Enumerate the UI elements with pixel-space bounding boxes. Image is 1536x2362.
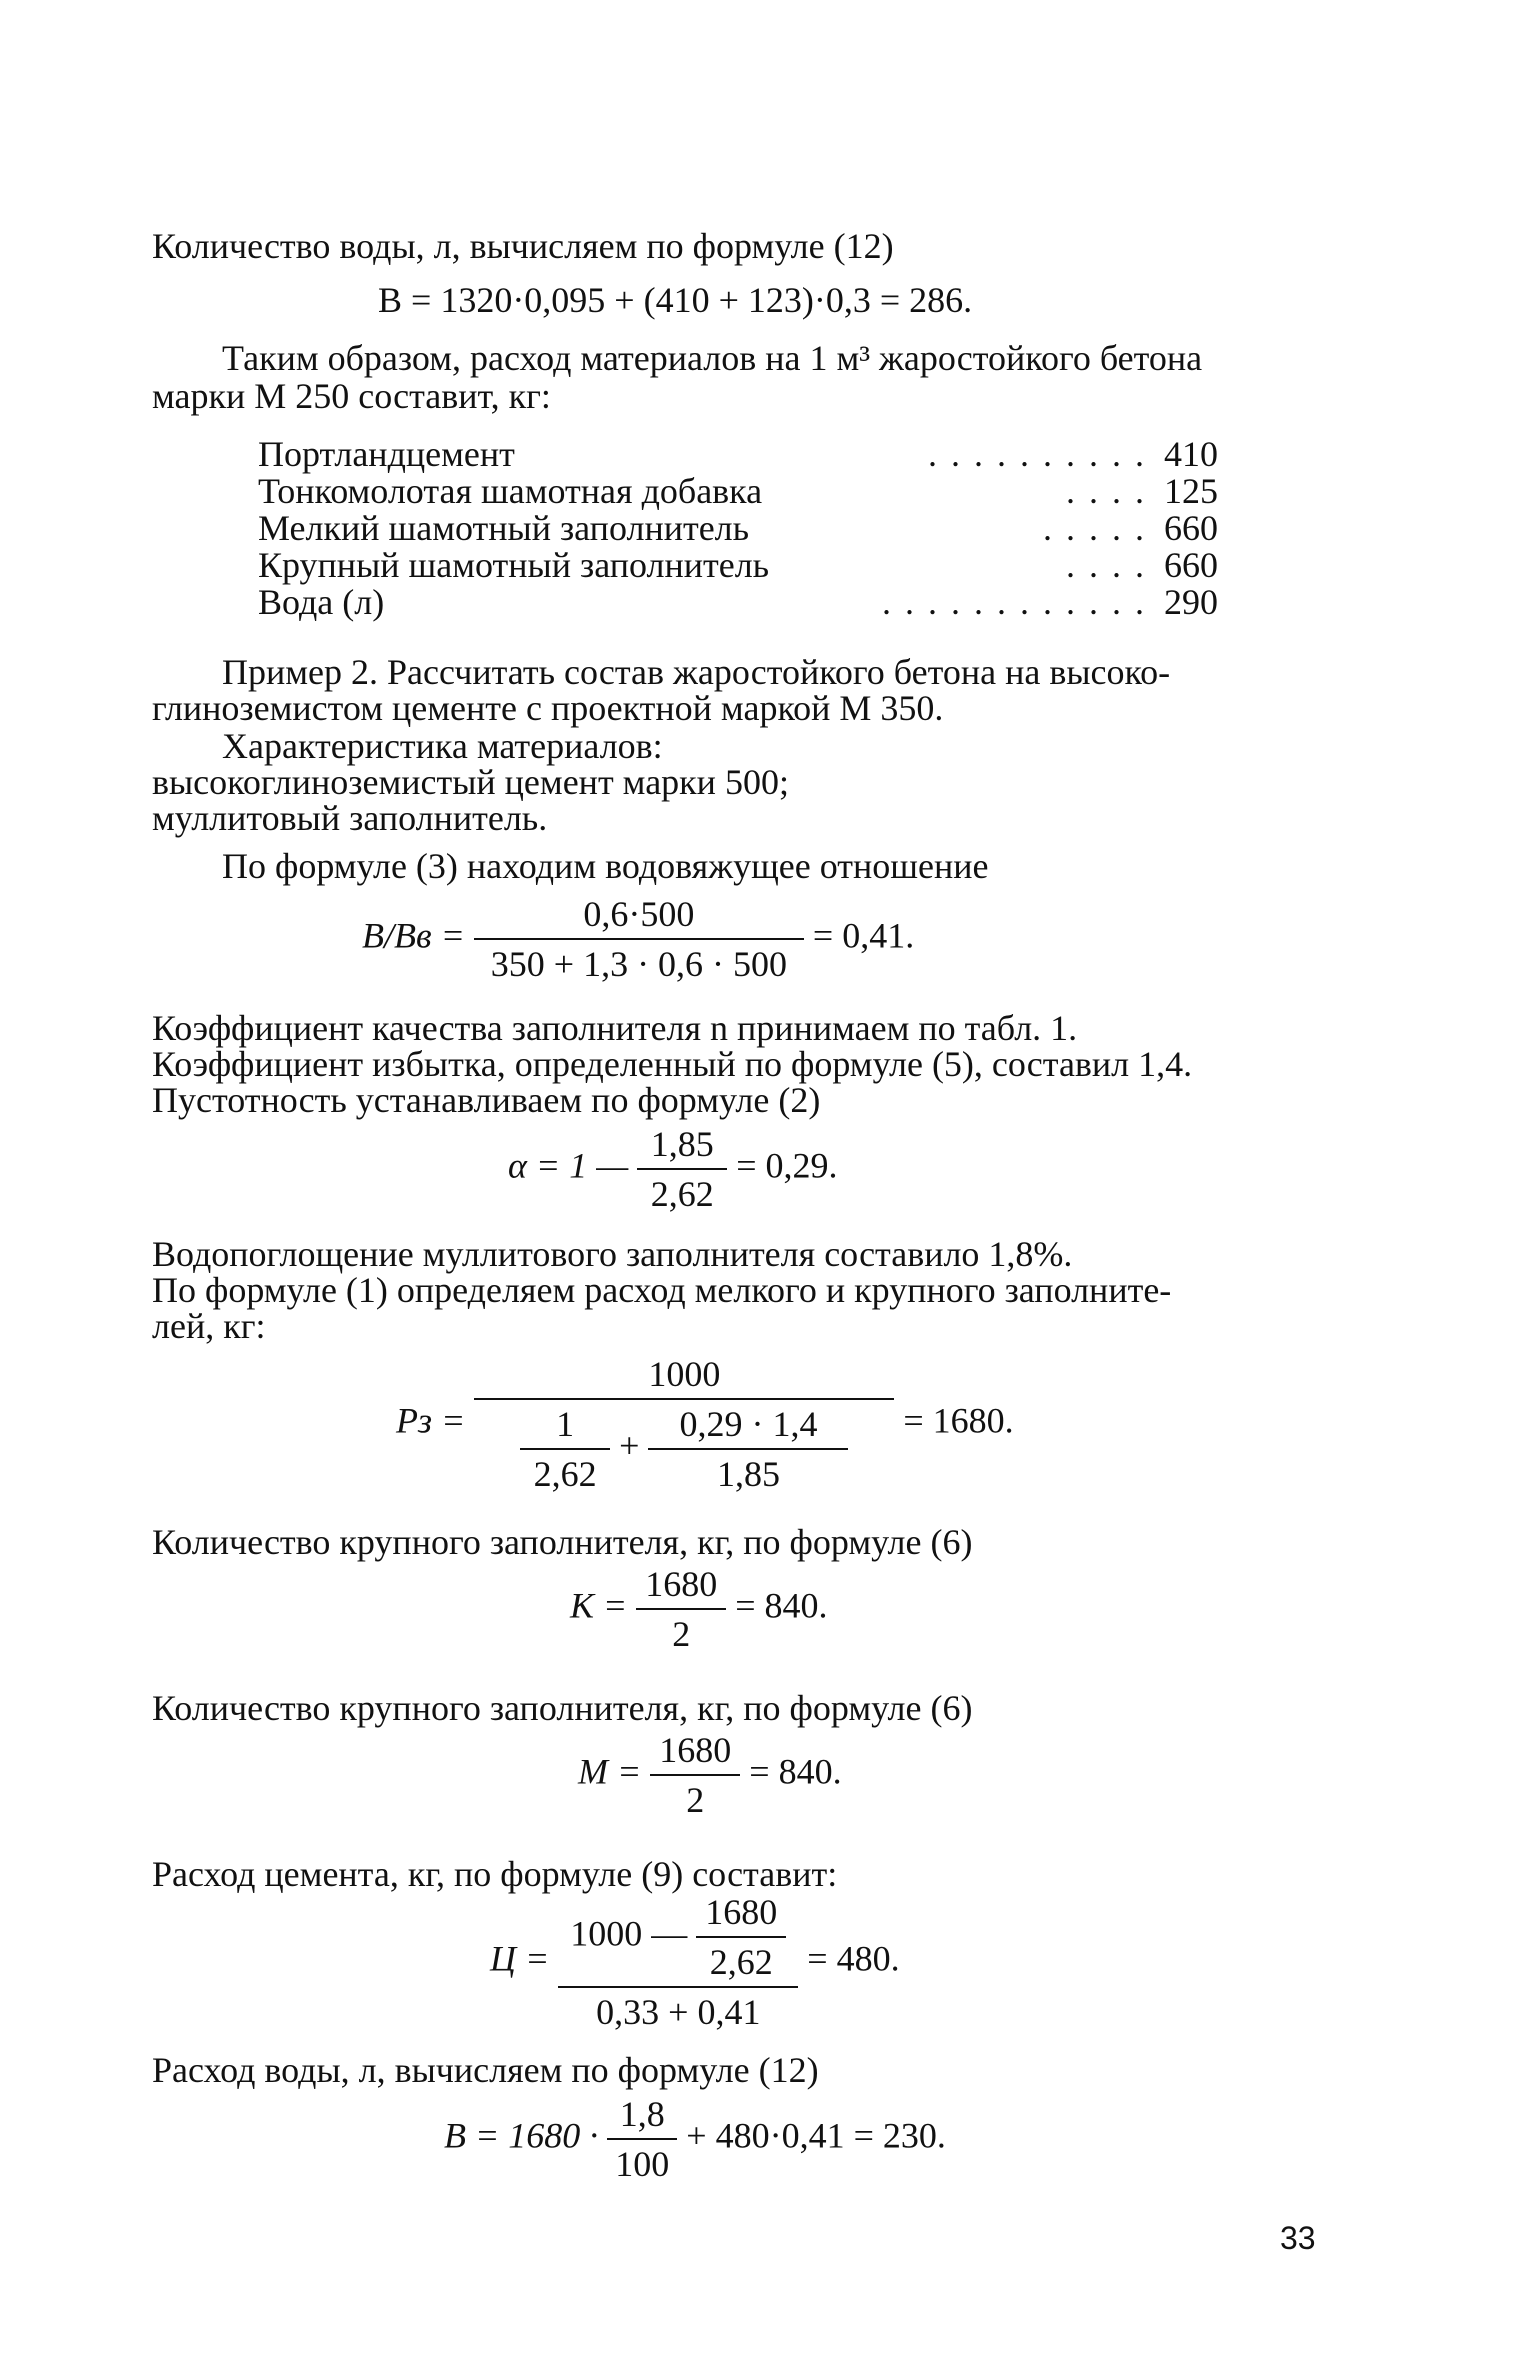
fraction-numerator: 0,6·500 xyxy=(474,896,804,940)
fraction-numerator: 1680 xyxy=(696,1894,786,1938)
paragraph-cement-consumption: Расход цемента, кг, по формуле (9) составит: xyxy=(152,1854,838,1894)
material-value: 125 xyxy=(1164,471,1218,511)
paragraph-voidness: Пустотность устанавливаем по формуле (2) xyxy=(152,1080,821,1120)
paragraph-water-consumption: Расход воды, л, вычисляем по формуле (12) xyxy=(152,2050,819,2090)
paragraph-coarse-aggregate-1: Количество крупного заполнителя, кг, по формуле (6) xyxy=(152,1522,973,1562)
formula-fine-aggregate xyxy=(396,1356,1014,1492)
fraction xyxy=(474,1356,894,1492)
fraction-denominator: 350 + 1,3 · 0,6 · 500 xyxy=(490,944,788,984)
formula-water-1: В = 1320·0,095 + (410 + 123)·0,3 = 286. xyxy=(378,280,973,320)
fraction-numerator: 0,29 · 1,4 xyxy=(648,1406,848,1450)
paragraph-water-formula: Количество воды, л, вычисляем по формуле (12) xyxy=(152,226,894,266)
fraction-denominator: 2,62 xyxy=(709,1942,773,1982)
formula-rhs: + 480·0,41 = 230. xyxy=(686,2115,946,2156)
material-value: 290 xyxy=(1164,582,1218,622)
formula-lhs: α = 1 — xyxy=(508,1145,629,1186)
formula-alpha xyxy=(508,1126,838,1212)
fraction-denominator: 100 xyxy=(615,2144,670,2184)
fraction xyxy=(607,2096,677,2182)
fraction-numerator: 1680 xyxy=(636,1566,726,1610)
leader-dots: .... xyxy=(1066,545,1158,585)
fraction-numerator: 1680 xyxy=(650,1732,740,1776)
fraction xyxy=(636,1566,726,1652)
formula-rhs: = 840. xyxy=(735,1585,828,1626)
formula-lhs: К = xyxy=(570,1585,628,1626)
formula-lhs: М = xyxy=(578,1751,642,1792)
formula-rhs: = 0,29. xyxy=(736,1145,838,1186)
paragraph-excess-coefficient: Коэффициент избытка, определенный по формуле (5), составил 1,4. xyxy=(152,1044,1193,1084)
fraction-numerator: 1000 xyxy=(474,1356,894,1400)
material-label: Мелкий шамотный заполнитель xyxy=(258,508,750,548)
fraction-numerator: 1 xyxy=(520,1406,610,1450)
material-label: Портландцемент xyxy=(258,434,515,474)
paragraph-materials-intro-2: марки М 250 составит, кг: xyxy=(152,376,551,416)
material-label: Крупный шамотный заполнитель xyxy=(258,545,770,585)
paragraph-formula-1-b: лей, кг: xyxy=(152,1306,266,1346)
sub-fraction xyxy=(696,1894,786,1980)
fraction-denominator: 2,62 xyxy=(650,1174,714,1214)
material-value: 410 xyxy=(1164,434,1218,474)
material-label: Вода (л) xyxy=(258,582,385,622)
paragraph-formula-3: По формуле (3) находим водовяжущее отношение xyxy=(222,846,989,886)
formula-water-2 xyxy=(444,2096,946,2182)
formula-lhs: Ц = xyxy=(490,1938,550,1979)
paragraph-cement: высокоглиноземистый цемент марки 500; xyxy=(152,762,789,802)
formula-rhs: = 0,41. xyxy=(812,915,915,956)
fraction-denominator: 2,62 xyxy=(533,1454,597,1494)
fraction xyxy=(558,1894,798,2030)
leader-dots: .......... xyxy=(928,434,1158,474)
sub-fraction xyxy=(520,1406,610,1492)
leader-dots: .... xyxy=(1066,471,1158,511)
paragraph-example-2-1: Пример 2. Рассчитать состав жаростойкого бетона на высоко- xyxy=(222,652,1171,692)
formula-lhs: Рз = xyxy=(396,1400,466,1441)
formula-lhs: В/Вв = xyxy=(362,915,465,956)
paragraph-characteristics: Характеристика материалов: xyxy=(222,726,663,766)
formula-rhs: = 480. xyxy=(807,1938,900,1979)
fraction-denominator: 2 xyxy=(686,1780,705,1820)
plus-sign: + xyxy=(619,1425,640,1466)
paragraph-example-2-2: глиноземистом цементе с проектной маркой М 350. xyxy=(152,688,944,728)
paragraph-aggregate: муллитовый заполнитель. xyxy=(152,798,548,838)
table-row xyxy=(258,547,1218,584)
formula-lhs: В = 1680 · xyxy=(444,2115,599,2156)
fraction-numerator: 1,8 xyxy=(607,2096,677,2140)
fraction-denominator xyxy=(474,1400,894,1492)
numerator-term: 1000 — xyxy=(570,1913,688,1954)
material-value: 660 xyxy=(1164,545,1218,585)
fraction-denominator: 0,33 + 0,41 xyxy=(596,1992,761,2032)
fraction-denominator: 1,85 xyxy=(716,1454,780,1494)
material-value: 660 xyxy=(1164,508,1218,548)
fraction-numerator: 1,85 xyxy=(637,1126,727,1170)
material-label: Тонкомолотая шамотная добавка xyxy=(258,471,763,511)
fraction xyxy=(474,896,804,982)
formula-coarse-m xyxy=(578,1732,842,1818)
leader-dots: ............ xyxy=(882,582,1158,622)
paragraph-materials-intro-1: Таким образом, расход материалов на 1 м³ жаростойкого бетона xyxy=(222,338,1203,378)
leader-dots: ..... xyxy=(1043,508,1158,548)
fraction-denominator: 2 xyxy=(672,1614,691,1654)
fraction-numerator xyxy=(558,1894,798,1988)
table-row xyxy=(258,436,1218,473)
paragraph-coarse-aggregate-2: Количество крупного заполнителя, кг, по формуле (6) xyxy=(152,1688,973,1728)
table-row xyxy=(258,510,1218,547)
formula-water-binder-ratio xyxy=(362,896,914,982)
table-row xyxy=(258,584,1218,621)
paragraph-formula-1-a: По формуле (1) определяем расход мелкого и крупного заполните- xyxy=(152,1270,1172,1310)
page-number: 33 xyxy=(1280,2220,1316,2256)
formula-cement xyxy=(490,1894,900,2030)
formula-rhs: = 840. xyxy=(749,1751,842,1792)
sub-fraction xyxy=(648,1406,848,1492)
paragraph-quality-coefficient: Коэффициент качества заполнителя n принимаем по табл. 1. xyxy=(152,1008,1078,1048)
paragraph-water-absorption: Водопоглощение муллитового заполнителя составило 1,8%. xyxy=(152,1234,1073,1274)
formula-coarse-k xyxy=(570,1566,828,1652)
formula-rhs: = 1680. xyxy=(903,1400,1014,1441)
fraction xyxy=(650,1732,740,1818)
fraction xyxy=(637,1126,727,1212)
materials-table xyxy=(258,436,1218,621)
table-row xyxy=(258,473,1218,510)
